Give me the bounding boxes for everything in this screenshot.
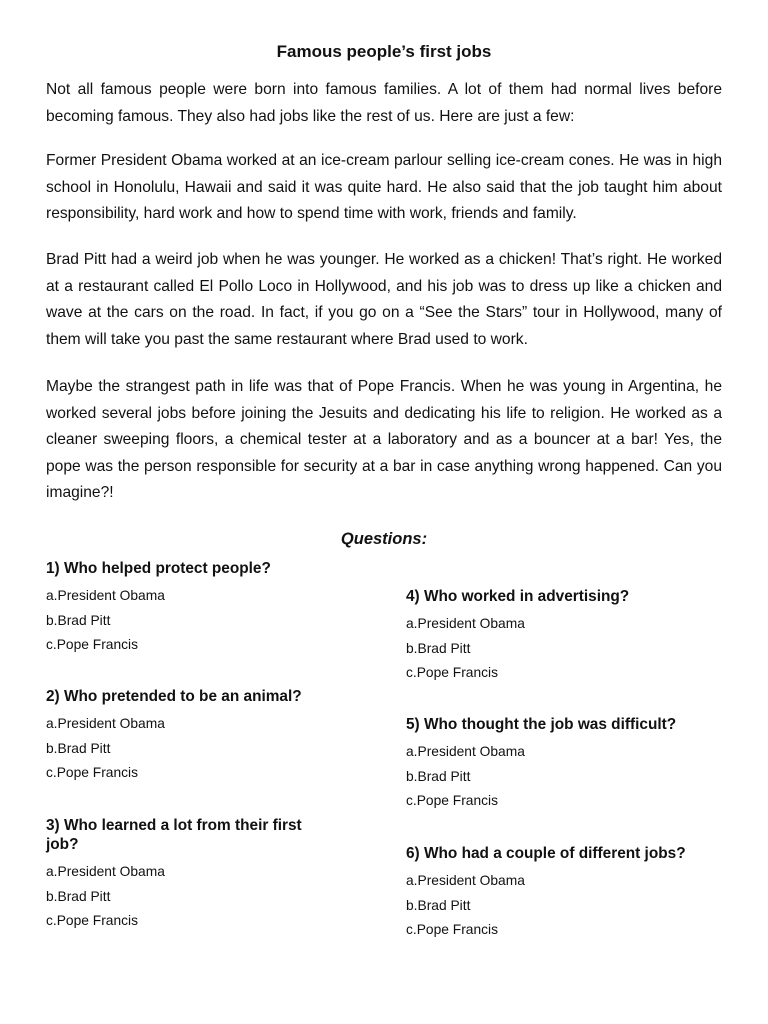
worksheet-page: [46, 0, 722, 1024]
question-text: 3) Who learned a lot from their first job?: [46, 817, 302, 853]
answer-option: b.Brad Pitt: [406, 768, 471, 784]
question-text: 4) Who worked in advertising?: [406, 588, 630, 605]
answer-option: c.Pope Francis: [406, 793, 499, 809]
answer-option: a.President Obama: [406, 873, 525, 888]
question-1: [46, 559, 346, 658]
obama-paragraph: Former President Obama worked at an ice-cream parlour selling ice-cream cones. He was in high school in Honolulu, Hawaii and said it was quite hard. He also said that the job taught him about responsibility, hard work and how to spend time with work, friends and family.: [46, 152, 722, 222]
brad-pitt-paragraph: Brad Pitt had a weird job when he was younger. He worked as a chicken! That’s right. He worked at a restaurant called El Pollo Loco in Hollywood, and his job was to dress up like a chicken and wave at the cars on the road. In fact, if you go on a “See the Stars” tour in Hollywood, many of them will take you past the same restaurant where Brad used to work.: [46, 251, 722, 348]
question-6: [406, 844, 722, 943]
answer-option: c.Pope Francis: [46, 913, 139, 929]
answer-option: b.Brad Pitt: [406, 897, 471, 913]
question-5: [406, 715, 722, 814]
answer-option: c.Pope Francis: [46, 765, 139, 781]
answer-option: b.Brad Pitt: [46, 888, 111, 904]
page-title: Famous people’s first jobs: [276, 42, 492, 61]
question-text: 6) Who had a couple of different jobs?: [406, 845, 686, 862]
question-text: 2) Who pretended to be an animal?: [46, 688, 302, 705]
answer-option: a.President Obama: [46, 716, 165, 731]
answer-option: b.Brad Pitt: [46, 612, 111, 628]
answer-option: a.President Obama: [406, 744, 525, 759]
answer-option: b.Brad Pitt: [46, 740, 111, 756]
answer-option: c.Pope Francis: [46, 637, 139, 653]
question-2: [46, 687, 346, 786]
answer-option: a.President Obama: [406, 616, 525, 631]
questions-heading: Questions:: [340, 530, 428, 548]
answer-option: c.Pope Francis: [406, 665, 499, 681]
question-text: 1) Who helped protect people?: [46, 560, 271, 577]
question-4: [406, 587, 722, 686]
intro-paragraph: Not all famous people were born into famous families. A lot of them had normal lives before becoming famous. They also had jobs like the rest of us. Here are just a few:: [46, 81, 722, 125]
answer-option: c.Pope Francis: [406, 922, 499, 938]
answer-option: a.President Obama: [46, 864, 165, 879]
answer-option: b.Brad Pitt: [406, 640, 471, 656]
question-text: 5) Who thought the job was difficult?: [406, 716, 677, 733]
pope-francis-paragraph: Maybe the strangest path in life was that of Pope Francis. When he was young in Argentina, he worked several jobs before joining the Jesuits and dedicating his life to religion. He worked as a cleaner sweeping floors, a chemical tester at a laboratory and as a bouncer at a bar! Yes, the pope was the person responsible for security at a bar in case anything wrong happened. Can you imagine?!: [46, 378, 722, 501]
answer-option: a.President Obama: [46, 588, 165, 603]
question-3: [46, 816, 331, 934]
